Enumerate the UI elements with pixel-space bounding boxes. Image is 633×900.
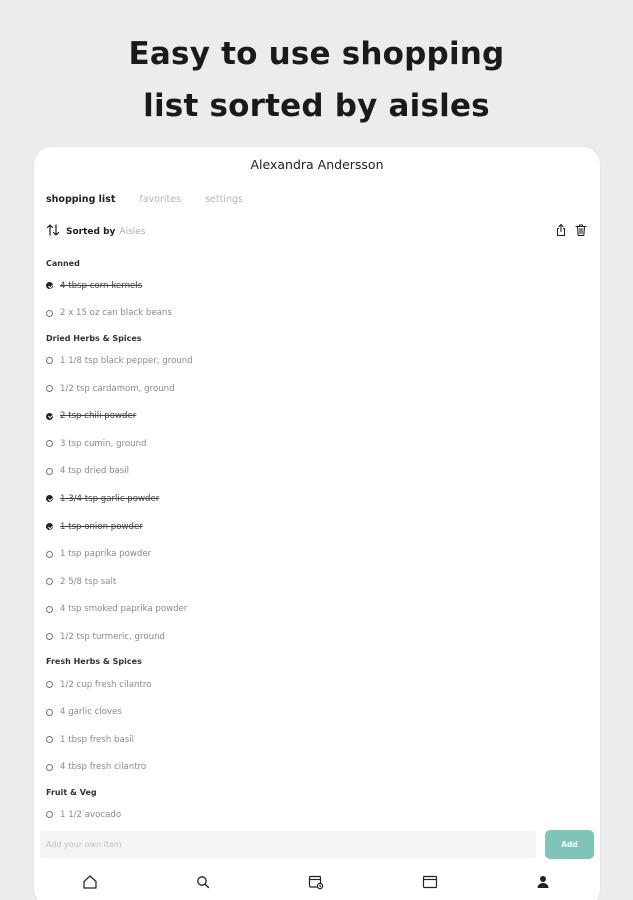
list-item[interactable] (46, 347, 586, 375)
headline-line-2: list sorted by aisles (143, 88, 490, 124)
list-item[interactable] (46, 375, 586, 403)
list-item-label: 1 tsp onion powder (60, 521, 143, 532)
list-item-label: 4 garlic cloves (60, 707, 122, 718)
checkbox[interactable] (46, 357, 53, 364)
list-item-label: 1 tsp paprika powder (60, 549, 152, 560)
tab-settings[interactable]: settings (205, 194, 243, 205)
trash-icon[interactable] (574, 222, 588, 241)
app-screen (34, 147, 600, 900)
list-item-label: 1 tbsp fresh basil (60, 734, 134, 745)
list-item[interactable] (46, 623, 586, 651)
meal-plan-icon[interactable] (307, 873, 325, 891)
checkbox[interactable] (46, 764, 53, 771)
checkbox[interactable] (46, 385, 53, 392)
search-icon[interactable] (194, 873, 212, 891)
checkbox[interactable] (46, 551, 53, 558)
list-item-label: 1 1/8 tsp black pepper, ground (60, 355, 193, 366)
tab-bar (46, 194, 243, 205)
checkbox[interactable] (46, 578, 53, 585)
aisle-heading: Canned (46, 258, 80, 268)
checked-checkbox[interactable] (46, 413, 53, 420)
aisle-heading: Fresh Herbs & Spices (46, 657, 142, 667)
headline-line-1: Easy to use shopping (128, 36, 505, 72)
checkbox[interactable] (46, 736, 53, 743)
list-item[interactable] (46, 430, 586, 458)
checked-checkbox[interactable] (46, 523, 53, 530)
checkbox[interactable] (46, 709, 53, 716)
list-item-label: 4 tbsp corn kernels (60, 280, 143, 291)
list-item-label: 3 tsp cumin, ground (60, 438, 147, 449)
home-icon[interactable] (81, 873, 99, 891)
list-item-label: 1/2 tsp turmeric, ground (60, 631, 165, 642)
add-item-button[interactable]: Add (545, 830, 594, 859)
checkbox[interactable] (46, 310, 53, 317)
list-item[interactable] (46, 801, 586, 829)
add-item-input[interactable] (40, 831, 536, 858)
aisle-heading: Dried Herbs & Spices (46, 333, 142, 343)
checkbox[interactable] (46, 681, 53, 688)
checkbox[interactable] (46, 633, 53, 640)
list-item[interactable] (46, 754, 586, 782)
list-actions (554, 222, 588, 241)
list-item[interactable] (46, 300, 586, 328)
checkbox[interactable] (46, 606, 53, 613)
list-item[interactable] (46, 402, 586, 430)
bottom-nav (34, 869, 600, 900)
list-item[interactable] (46, 671, 586, 699)
sort-value[interactable]: Aisles (119, 226, 146, 237)
sort-label: Sorted by (66, 226, 116, 237)
list-item-label: 2 5/8 tsp salt (60, 576, 117, 587)
sort-arrows-icon[interactable] (46, 222, 60, 241)
promo-headline (0, 28, 633, 132)
add-item-row (40, 830, 594, 860)
list-item[interactable] (46, 698, 586, 726)
list-item[interactable] (46, 485, 586, 513)
user-name: Alexandra Andersson (250, 157, 384, 172)
list-item-label: 4 tsp dried basil (60, 466, 130, 477)
list-item[interactable] (46, 726, 586, 754)
calendar-icon[interactable] (421, 873, 439, 891)
checkbox[interactable] (46, 811, 53, 818)
profile-icon[interactable] (534, 873, 552, 891)
list-item[interactable] (46, 568, 586, 596)
list-item-label: 4 tsp smoked paprika powder (60, 604, 188, 615)
list-item[interactable] (46, 458, 586, 486)
tab-shopping-list[interactable]: shopping list (46, 194, 116, 205)
list-item-label: 1/2 tsp cardamom, ground (60, 383, 175, 394)
list-item[interactable] (46, 596, 586, 624)
list-item-label: 1 3/4 tsp garlic powder (60, 493, 160, 504)
share-icon[interactable] (554, 222, 568, 241)
list-item-label: 1/2 cup fresh cilantro (60, 679, 152, 690)
checked-checkbox[interactable] (46, 282, 53, 289)
aisle-heading: Fruit & Veg (46, 787, 97, 797)
sort-control[interactable] (46, 222, 145, 241)
shopping-list (46, 252, 586, 829)
list-item[interactable] (46, 272, 586, 300)
checked-checkbox[interactable] (46, 495, 53, 502)
list-item[interactable] (46, 513, 586, 541)
list-item[interactable] (46, 540, 586, 568)
checkbox[interactable] (46, 468, 53, 475)
list-item-label: 1 1/2 avocado (60, 809, 122, 820)
list-item-label: 2 x 15 oz can black beans (60, 308, 172, 319)
checkbox[interactable] (46, 440, 53, 447)
list-item-label: 2 tsp chili powder (60, 411, 137, 422)
list-item-label: 4 tbsp fresh cilantro (60, 762, 147, 773)
tab-favorites[interactable]: favorites (139, 194, 182, 205)
